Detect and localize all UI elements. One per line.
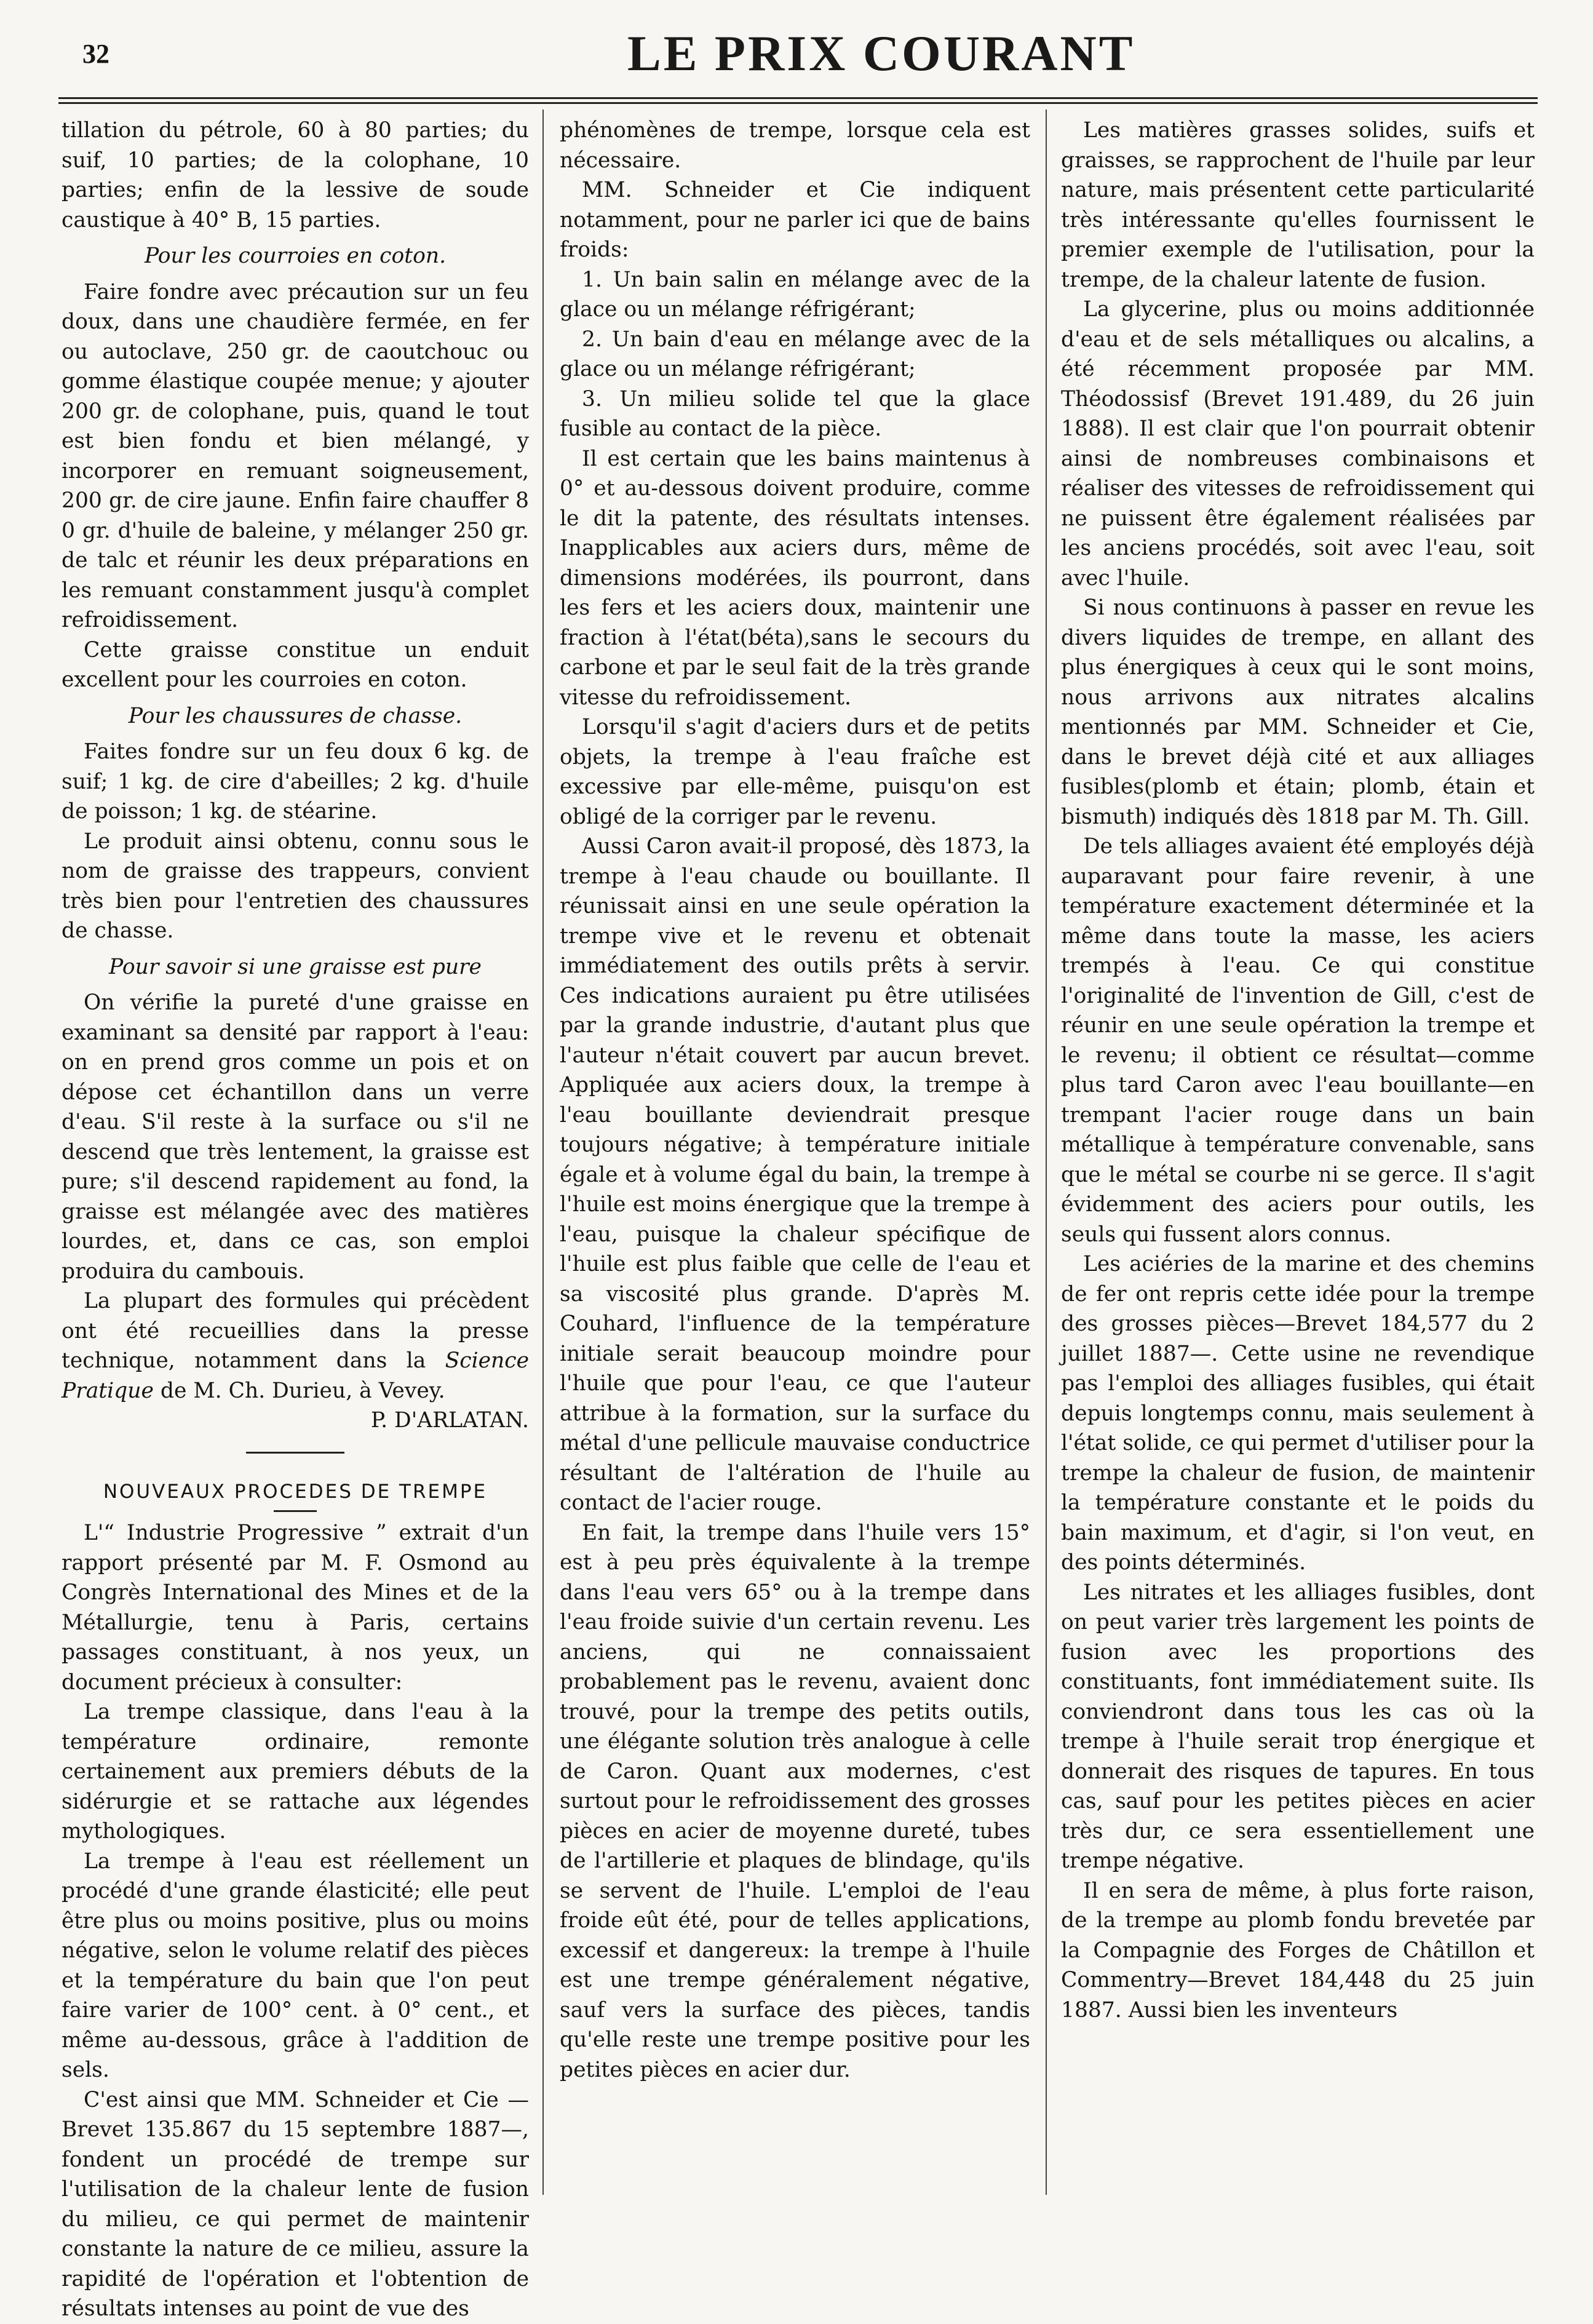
paragraph: Il est certain que les bains maintenus à 0° et au-dessous doivent produire, comme le dit la patente, des résultats intenses. Inapplicables aux aciers durs, même de dimensions modérées, ils pourront, dans les fers et les aciers doux, maintenir une fraction à l'état(béta),sans le secours du carbone et par le seul fait de la très grande vitesse du refroidissement. — [560, 446, 1030, 710]
paragraph: Les nitrates et les alliages fusibles, dont on peut varier très largement les points de fusion avec les proportions des constituants, font immédiatement suite. Ils conviendront dans tous les cas où la trempe à l'huile serait trop énergique et donnerait des risques de tapures. En tous cas, sauf pour les petites pièces en acier très dur, ce sera essentiellement une trempe négative. — [1061, 1580, 1535, 1873]
heading-underline — [274, 1510, 317, 1512]
paragraph: Le produit ainsi obtenu, connu sous le nom de graisse des trappeurs, convient très bien pour l'entretien des chaussures de chasse. — [62, 829, 529, 943]
paragraph: C'est ainsi que MM. Schneider et Cie —Brevet 135.867 du 15 septembre 1887—, fondent un procédé de trempe sur l'utilisation de la chaleur lente de fusion du milieu, ce qui permet de maintenir constante la nature de ce milieu, assure la rapidité de l'opération et l'obtention de résultats intenses au point de vue des — [62, 2087, 529, 2321]
paragraph: En fait, la trempe dans l'huile vers 15° est à peu près équivalente à la trempe dans l'eau vers 65° ou à la trempe dans l'eau froide suivie d'un certain revenu. Les anciens, qui ne connaissaient probablement pas le revenu, avaient donc trouvé, pour la trempe des petits outils, une élégante solution très analogue à celle de Caron. Quant aux modernes, c'est surtout pour le refroidissement des grosses pièces en acier de moyenne dureté, tubes de l'artillerie et plaques de blindage, qu'ils se servent de l'huile. L'emploi de l'eau froide eût été, pour de telles applications, excessif et dangereux: la trempe à l'huile est une trempe généralement négative, sauf vers la surface des pièces, tandis qu'elle reste une trempe positive pour les petites pièces en acier dur. — [560, 1520, 1030, 2082]
section-divider — [246, 1452, 344, 1454]
column-divider — [542, 109, 544, 2195]
column-3 — [1061, 116, 1535, 2025]
paragraph: Les aciéries de la marine et des chemins de fer ont repris cette idée pour la trempe des grosses pièces—Brevet 184,577 du 2 juillet 1887—. Cette usine ne revendique pas l'emploi des alliages fusibles, qui était depuis longtemps connu, mais seulement à l'état solide, ce qui permet d'utiliser pour la trempe la chaleur de fusion, de maintenir la température constante et le poids du bain maximum, et d'agir, si l'on veut, en des points déterminés. — [1061, 1252, 1535, 1575]
masthead-title: LE PRIX COURANT — [627, 25, 1135, 81]
paragraph: L'“ Industrie Progressive ” extrait d'un rapport présenté par M. F. Osmond au Congrès International des Mines et de la Métallurgie, tenu à Paris, certains passages constituant, à nos yeux, un document précieux à consulter: — [62, 1521, 529, 1695]
article-heading: NOUVEAUX PROCEDES DE TREMPE — [103, 1480, 488, 1503]
header-rule — [58, 97, 1538, 99]
page-number: 32 — [82, 39, 109, 69]
paragraph: tillation du pétrole, 60 à 80 parties; du suif, 10 parties; de la colophane, 10 parties; enfin de la lessive de soude caustique à 40° B, 15 parties. — [62, 118, 529, 233]
paragraph: On vérifie la pureté d'une graisse en examinant sa densité par rapport à l'eau: on en prend gros comme un pois et on dépose cet échantillon dans un verre d'eau. S'il reste à la surface ou s'il ne descend que très lentement, la graisse est pure; s'il descend rapidement au fond, la graisse est mélangée avec des matières lourdes, et, dans ce cas, son emploi produira du cambouis. — [62, 990, 529, 1284]
subheading: Pour les chaussures de chasse. — [128, 703, 463, 728]
subheading: Pour savoir si une graisse est pure — [109, 954, 482, 979]
author-signature: P. D'ARLATAN. — [370, 1408, 529, 1433]
paragraph: Faites fondre sur un feu doux 6 kg. de suif; 1 kg. de cire d'abeilles; 2 kg. d'huile de poisson; 1 kg. de stéarine. — [62, 739, 529, 824]
paragraph: Faire fondre avec précaution sur un feu doux, dans une chaudière fermée, en fer ou autoclave, 250 gr. de caoutchouc ou gomme élastique coupée menue; y ajouter 200 gr. de colophane, puis, quand le tout est bien fondu et bien mélangé, y incorporer en remuant soigneusement, 200 gr. de cire jaune. Enfin faire chauffer 8 0 gr. d'huile de baleine, y mélanger 250 gr. de talc et réunir les deux préparations en les remuant constamment jusqu'à complet refroidissement. — [62, 279, 529, 632]
column-2 — [560, 116, 1030, 2085]
header-rule-thin — [58, 102, 1538, 104]
paragraph: La plupart des formules qui précèdent ont été recueillies dans la presse technique, notamment dans la Science Pratique de M. Ch. Durieu, à Vevey. — [62, 1289, 529, 1403]
paragraph: La trempe à l'eau est réellement un procédé d'une grande élasticité; elle peut être plus ou moins positive, plus ou moins négative, selon le volume relatif des pièces et la température du bain que l'on peut faire varier de 100° cent. à 0° cent., et même au-dessous, grâce à l'addition de sels. — [62, 1848, 529, 2082]
paragraph: Lorsqu'il s'agit d'aciers durs et de petits objets, la trempe à l'eau fraîche est excessive par elle-même, puisqu'on est obligé de la corriger par le revenu. — [560, 715, 1030, 829]
paragraph: Cette graisse constitue un enduit excellent pour les courroies en coton. — [62, 637, 529, 692]
column-divider — [1046, 109, 1047, 2195]
column-1 — [62, 116, 529, 2324]
paragraph: Si nous continuons à passer en revue les divers liquides de trempe, en allant des plus énergiques à ceux qui le sont moins, nous arrivons aux nitrates alcalins mentionnés par MM. Schneider et Cie, dans le brevet déjà cité et aux alliages fusibles(plomb et étain; plomb, étain et bismuth) indiqués dès 1818 par M. Th. Gill. — [1061, 595, 1535, 829]
list-item: 2. Un bain d'eau en mélange avec de la glace ou un mélange réfrigérant; — [560, 327, 1030, 381]
list-item: 1. Un bain salin en mélange avec de la glace ou un mélange réfrigérant; — [560, 267, 1030, 322]
paragraph: Les matières grasses solides, suifs et graisses, se rapprochent de l'huile par leur nature, mais présentent cette particularité très intéressante qu'elles fournissent le premier exemple de l'utilisation, pour la trempe, de la chaleur latente de fusion. — [1061, 118, 1535, 292]
paragraph: La glycerine, plus ou moins additionnée d'eau et de sels métalliques ou alcalins, a été récemment proposée par MM. Théodossisf (Brevet 191.489, du 26 juin 1888). Il est clair que l'on pourrait obtenir ainsi de nombreuses combinaisons et réaliser des vitesses de refroidissement qui ne puissent être également réalisées par les anciens procédés, soit avec l'eau, soit avec l'huile. — [1061, 297, 1535, 591]
paragraph: phénomènes de trempe, lorsque cela est nécessaire. — [560, 118, 1030, 173]
paragraph: Aussi Caron avait-il proposé, dès 1873, la trempe à l'eau chaude ou bouillante. Il réunissait ainsi en une seule opération la trempe vive et le revenu et obtenait immédiatement des outils prêts à servir. Ces indications auraient pu être utilisées par la grande industrie, d'autant plus que l'auteur n'était couvert par aucun brevet. Appliquée aux aciers doux, la trempe à l'eau bouillante deviendrait presque toujours négative; à température initiale égale et à volume égal du bain, la trempe à l'huile est moins énergique que la trempe à l'eau, puisque la chaleur spécifique de l'huile est plus faible que celle de l'eau et sa viscosité plus grande. D'après M. Couhard, l'influence de la température initiale serait beaucoup moindre pour l'huile que pour l'eau, ce que l'auteur attribue à la formation, sur la surface du métal d'une pellicule mauvaise conductrice résultant de l'altération de l'huile au contact de l'acier rouge. — [560, 834, 1030, 1515]
paragraph: MM. Schneider et Cie indiquent notamment, pour ne parler ici que de bains froids: — [560, 178, 1030, 262]
subheading: Pour les courroies en coton. — [144, 244, 447, 268]
paragraph: Il en sera de même, à plus forte raison, de la trempe au plomb fondu brevetée par la Compagnie des Forges de Châtillon et Commentry—Brevet 184,448 du 25 juin 1887. Aussi bien les inventeurs — [1061, 1878, 1535, 2023]
list-item: 3. Un milieu solide tel que la glace fusible au contact de la pièce. — [560, 386, 1030, 441]
paragraph: La trempe classique, dans l'eau à la température ordinaire, remonte certainement aux premiers débuts de la sidérurgie et se rattache aux légendes mythologiques. — [62, 1700, 529, 1844]
paragraph: De tels alliages avaient été employés déjà auparavant pour faire revenir, à une température exactement déterminée et la même dans toute la masse, les aciers trempés à l'eau. Ce qui constitue l'originalité de l'invention de Gill, c'est de réunir en une seule opération la trempe et le revenu; il obtient ce résultat—comme plus tard Caron avec l'eau bouillante—en trempant l'acier rouge dans un bain métallique à température convenable, sans que le métal se courbe ni se gerce. Il s'agit évidemment des aciers pour outils, les seuls qui fussent alors connus. — [1061, 834, 1535, 1247]
